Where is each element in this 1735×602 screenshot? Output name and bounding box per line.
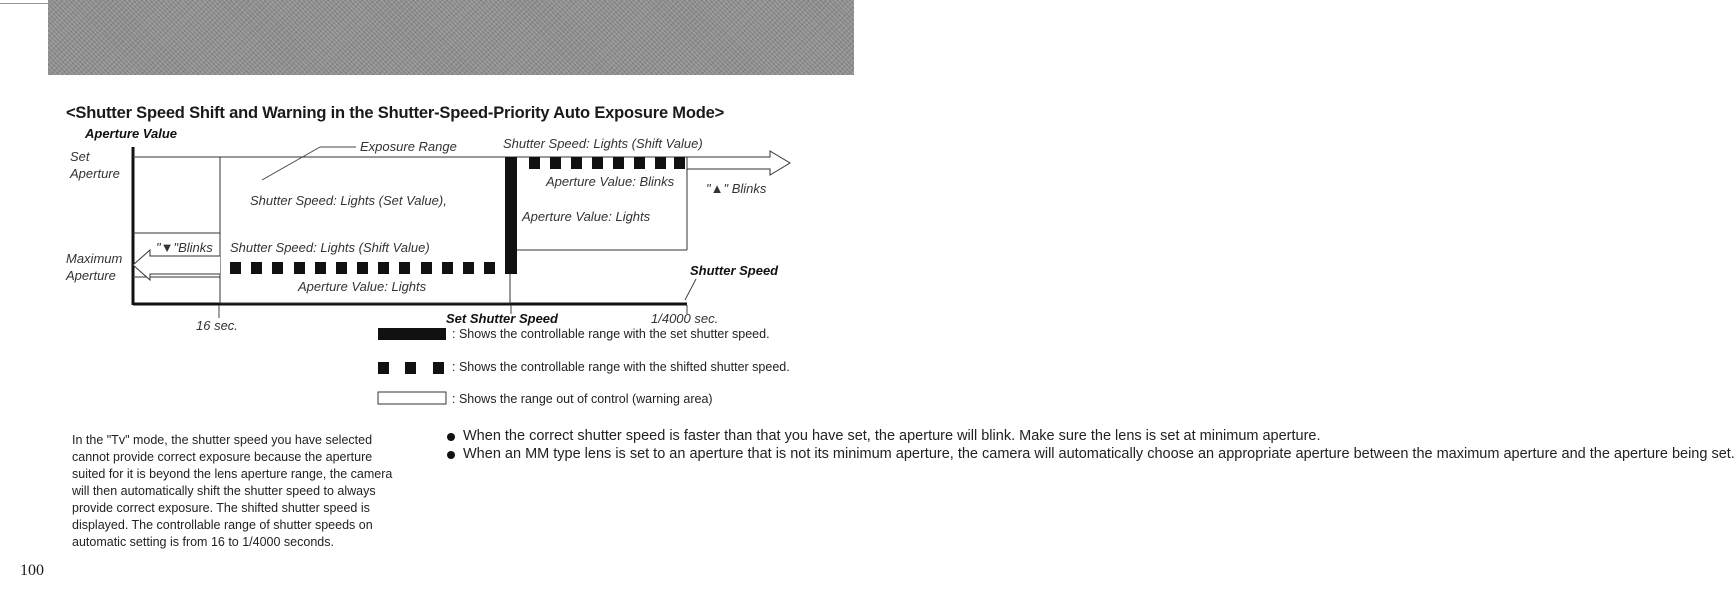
note-list <box>445 428 1735 463</box>
set-value-label: Shutter Speed: Lights (Set Value), <box>250 193 447 208</box>
body-paragraph: In the "Tv" mode, the shutter speed you have selected cannot provide correct exposure because the aperture suited for it is beyond the lens aperture range, the camera will then automatically shift the shutter speed to always provide correct exposure. The shifted shutter speed is displayed. The controllable range of shutter speeds on automatic setting is from 16 to 1/4000 seconds. <box>72 433 393 549</box>
legend-solid-swatch <box>378 328 446 340</box>
dash-block <box>550 157 561 169</box>
legend-outline-text: : Shows the range out of control (warning area) <box>452 392 713 406</box>
dash-block <box>378 362 389 374</box>
dash-block <box>272 262 283 274</box>
up-blinks-label: "▲" Blinks <box>706 181 767 196</box>
maximum-aperture-label: Maximum Aperture <box>66 251 123 283</box>
dash-block <box>433 362 444 374</box>
dash-block <box>655 157 666 169</box>
right-warning-arrow <box>687 151 790 175</box>
dash-block <box>230 262 241 274</box>
note-item: When an MM type lens is set to an aperture that is not its minimum aperture, the camera will automatically choose an appropriate aperture between the maximum aperture and the aperture being set. <box>445 446 800 464</box>
set-shutter-bar <box>505 157 517 274</box>
y-axis-label: Aperture Value <box>85 126 177 141</box>
exposure-range-leader <box>262 147 320 180</box>
tick-min-label: 16 sec. <box>196 318 238 333</box>
legend-dashed-swatch <box>378 362 444 374</box>
dashed-row-top <box>529 157 685 169</box>
dash-block <box>251 262 262 274</box>
dash-block <box>405 362 416 374</box>
page-number: 100 <box>20 562 44 579</box>
shift-value-left-label: Shutter Speed: Lights (Shift Value) <box>230 240 430 255</box>
dash-block <box>315 262 326 274</box>
page-title: <Shutter Speed Shift and Warning in the Shutter-Speed-Priority Auto Exposure Mode> <box>66 104 725 122</box>
dash-block <box>613 157 624 169</box>
dash-block <box>357 262 368 274</box>
dash-block <box>484 262 495 274</box>
aperture-lights-left-label: Aperture Value: Lights <box>298 279 427 294</box>
set-aperture-label: Set Aperture <box>70 149 120 181</box>
aperture-blinks-label: Aperture Value: Blinks <box>546 174 675 189</box>
aperture-lights-right-label: Aperture Value: Lights <box>522 209 651 224</box>
dash-block <box>294 262 305 274</box>
down-blinks-label: "▼"Blinks <box>156 240 213 255</box>
dash-block <box>674 157 685 169</box>
dash-block <box>634 157 645 169</box>
set-shutter-speed-label: Set Shutter Speed <box>446 311 558 326</box>
legend-solid-text: : Shows the controllable range with the set shutter speed. <box>452 327 770 341</box>
x-axis-label: Shutter Speed <box>690 263 779 278</box>
exposure-range-label: Exposure Range <box>360 139 457 154</box>
tick-max-label: 1/4000 sec. <box>651 311 719 326</box>
legend-outline-swatch <box>378 392 446 404</box>
dash-block <box>592 157 603 169</box>
shift-value-top-label: Shutter Speed: Lights (Shift Value) <box>503 136 703 151</box>
dashed-row-bottom <box>230 262 495 274</box>
note-item: When the correct shutter speed is faster than that you have set, the aperture will blink. Make sure the lens is set at minimum aperture. <box>445 428 800 446</box>
dash-block <box>571 157 582 169</box>
dash-block <box>463 262 474 274</box>
dash-block <box>336 262 347 274</box>
legend-dashed-text: : Shows the controllable range with the shifted shutter speed. <box>452 360 790 374</box>
dash-block <box>378 262 389 274</box>
dash-block <box>421 262 432 274</box>
dash-block <box>399 262 410 274</box>
dash-block <box>529 157 540 169</box>
dash-block <box>442 262 453 274</box>
shutter-speed-leader <box>685 279 696 300</box>
